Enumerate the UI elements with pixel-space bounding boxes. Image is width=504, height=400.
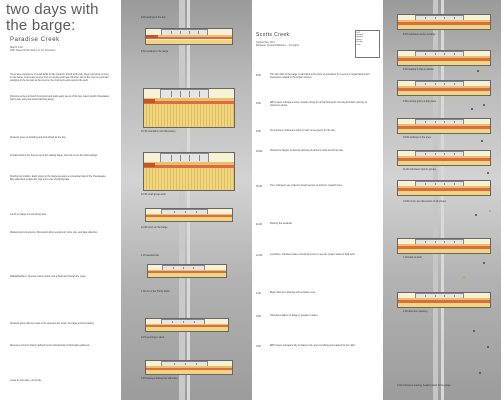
barge-diagram — [397, 14, 491, 30]
barge-diagram — [143, 88, 235, 128]
legend-line: group B — [356, 36, 363, 39]
photo-caption: 10:15 orientation and discussion — [141, 130, 176, 133]
mid-paragraph: This day visits to the barge is submitted at the base of operations for a series of organizations and businesses related to the project mission. — [270, 74, 370, 80]
left-paragraph: Welcome arrives at South Cormorant and starts early set-up of the bay. Gaunt Gunfrin Clearwater had to stay early and stood watching along. — [10, 96, 110, 102]
section-title: Scotts Creek — [256, 32, 290, 38]
mid-paragraph: Crew arrives: Volunteers arrive to help out as guests for the day. — [270, 130, 336, 132]
legend-line: group A — [356, 33, 363, 36]
header-info — [10, 46, 55, 53]
barge-diagram — [145, 208, 233, 222]
photo-caption: 12:00 lunch, two discussion of all groups — [403, 200, 446, 203]
barge-diagram — [397, 50, 491, 66]
time-label: 10:30 — [256, 185, 262, 188]
left-paragraph: Arrivals stand at the first set-up of the starting barge, and look out to the chart settings. — [10, 155, 98, 157]
photo-caption: 9:00 waiting for the bus — [141, 16, 166, 19]
mid-paragraph: Tour: Volunteers are invited to board and set up tools for research sites. — [270, 185, 343, 187]
subtitle: Paradise Creek — [10, 37, 60, 43]
photo-caption: 10:45 small group work — [141, 193, 166, 196]
title-line-1: two days with — [6, 1, 99, 18]
barge-diagram — [397, 180, 491, 196]
barge-diagram — [397, 238, 491, 254]
time-label: 9:30 — [256, 130, 261, 133]
photo-caption: 3:30 volunteers leaving: heading back to the barge — [397, 384, 451, 387]
left-paragraph: Students group discuss maps of the area and the creek, the barge and its heading. — [10, 323, 95, 325]
photo-caption: 9:00 moving grid to a tidy place — [403, 100, 437, 103]
aerial-photo-right — [383, 0, 501, 400]
barge-diagram — [145, 360, 233, 375]
info-line-2: 20th Street North Shore to St. Jeremies — [10, 49, 56, 53]
mid-paragraph: Volunteers gather on barge to prepare to leave. — [270, 315, 319, 317]
photo-caption: 1:30 out of the Trinity Dock — [141, 290, 170, 293]
section-info-line-2: Between Knotted Markers – 10 sights — [256, 44, 300, 48]
barge-diagram — [397, 80, 491, 96]
info-line-1: March 31st — [10, 46, 23, 49]
left-paragraph: Lunch on barge at crew dining area. — [10, 214, 47, 216]
barge-diagram — [397, 118, 491, 134]
time-label: 1:00 — [256, 292, 261, 295]
photo-caption: 1:15 wetland site — [141, 254, 159, 257]
photo-caption: 1:00 back to work — [403, 256, 422, 259]
left-paragraph: Wetland and ecosystems: Discussion about equipment, tools, tide, and data collection. — [10, 232, 98, 234]
time-label: 9:00 — [256, 102, 261, 105]
barge-diagram — [147, 264, 227, 278]
aerial-photo-left — [121, 0, 252, 400]
time-label: 2:00 — [256, 315, 261, 318]
photo-caption: 11:00 volunteers split in groups — [403, 168, 436, 171]
legend-line: crew — [356, 43, 361, 46]
photo-caption: 8:00 volunteers arrive at barge — [403, 33, 436, 36]
legend-line: teacher — [356, 41, 363, 44]
barge-diagram — [145, 318, 229, 332]
barge-diagram — [397, 292, 491, 308]
time-label: 3:00 — [256, 345, 261, 348]
legend-box — [355, 30, 380, 58]
time-label: 11:00 — [256, 223, 262, 226]
time-label: 10:00 — [256, 150, 262, 153]
title-line-2: the barge: — [6, 17, 76, 34]
photo-caption: 2:45 having a fishing trip with bass — [141, 377, 178, 380]
page-title — [6, 2, 99, 34]
time-label: 12:00 — [256, 254, 262, 257]
mid-paragraph: Lunchtime. Volunteers take a break and come to see the project status of field work. — [270, 254, 356, 256]
mid-paragraph: Planting the wetlands. — [270, 223, 293, 225]
barge-diagram — [145, 28, 233, 45]
legend-line: KEY — [356, 31, 361, 34]
left-paragraph: There was a sequence of social fields for the students' arrival at the site. Clear sounds as is sung on the barge, & all seats remove from an overlay and boat. Whether part of the crew is a sounder wrapping in the top part as the hood on the chart and teams around the deck. — [10, 74, 109, 83]
mid-paragraph: ERP project managers arrive, prepare things for arrival during the morning and start opening up classroom decks. — [270, 102, 367, 108]
left-paragraph: Habitat/landform: Species counts noted, and a final loop through the creek. — [10, 276, 87, 278]
left-paragraph: Students greet on boarding and look ahead for the day. — [10, 137, 67, 139]
photo-caption: 9:30 heading to the barge — [141, 50, 169, 53]
legend-line: group C — [356, 38, 363, 41]
left-paragraph: Discuss a common history defined by the natural tools of information gathered. — [10, 345, 90, 347]
mid-paragraph: ERP project managers tidy up barge tools, and everything gets packed for the night. — [270, 345, 356, 347]
section-info — [256, 41, 299, 48]
photo-caption: 2:00 afternoon planting — [403, 310, 428, 313]
mid-paragraph: Classroom: Begins to discuss planning of partners' tools and for the day. — [270, 150, 344, 152]
section-info-line-1: September 23rd — [256, 41, 275, 44]
mid-paragraph: Begin afternoon planting with complete crew. — [270, 292, 316, 294]
photo-caption: 12:00 lunch on the barge — [141, 226, 168, 229]
photo-caption: 10:00 working on the area — [403, 136, 431, 139]
barge-diagram — [397, 150, 491, 166]
photo-caption: 8:30 loading it ship a practice — [403, 68, 434, 71]
time-label: 8:30 — [256, 74, 261, 77]
barge-diagram — [143, 152, 235, 191]
photo-caption: 2:15 returning to dock — [141, 336, 165, 339]
left-paragraph: Leave by bus early; end of day. — [10, 380, 42, 382]
left-paragraph: Small group rotation. Each group on the barge develops a conceptual map of the Chesapeake Bay watershed to label the map and a way of plotting data. — [10, 176, 106, 182]
